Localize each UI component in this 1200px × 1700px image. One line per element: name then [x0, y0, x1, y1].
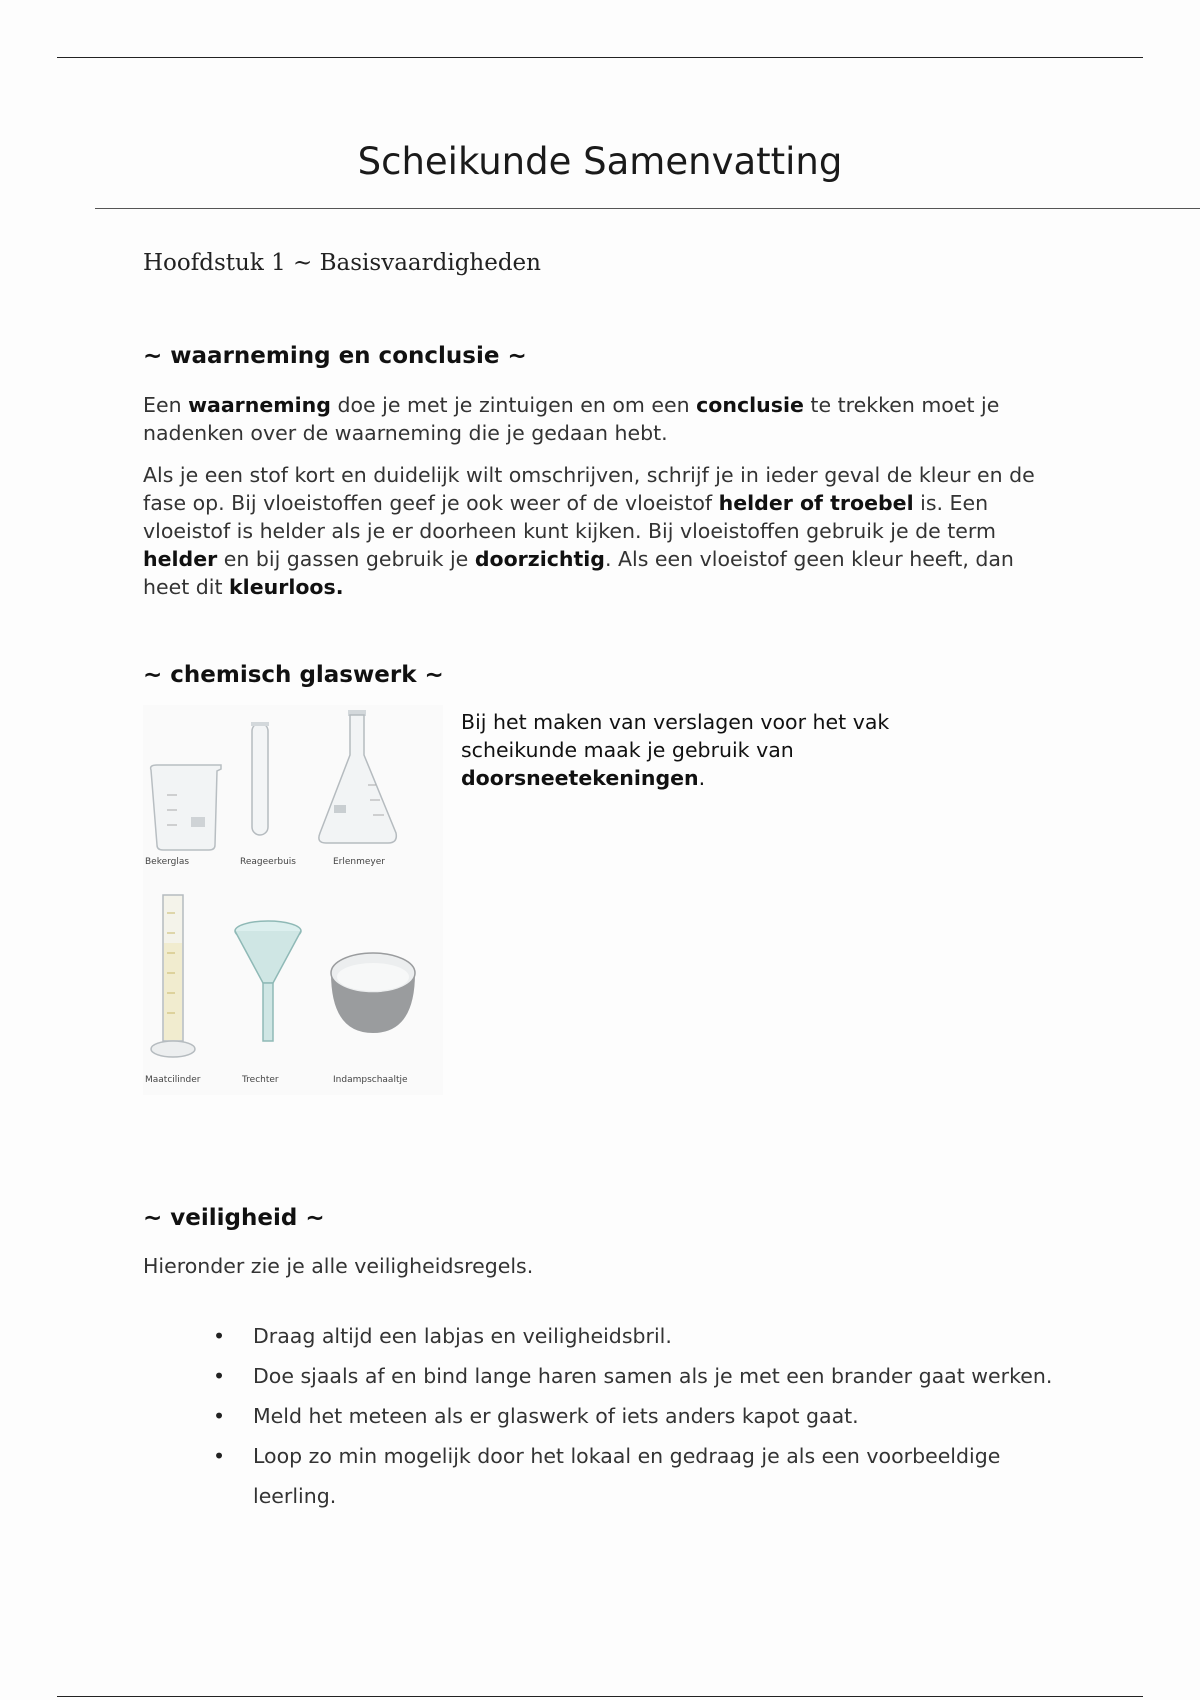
footer-rule [57, 1696, 1143, 1697]
section-heading-waarneming: ~ waarneming en conclusie ~ [143, 343, 527, 369]
page-title: Scheikunde Samenvatting [357, 140, 843, 183]
erlenmeyer-image [318, 705, 413, 855]
paragraph-stof-omschrijven: Als je een stof kort en duidelijk wilt omschrijven, schrijf je in ieder geval de kleur en de fase op. Bij vloeistoffen geef je ook weer of de vloeistof helder of troebel is. Een vloeistof is helder als je er doorheen kunt kijken. Bij vloeistoffen gebruik je de term helder en bij gassen gebruik je doorzichtig. Als een vloeistof geen kleur heeft, dan heet dit kleurloos. [143, 463, 1035, 599]
list-item: • Doe sjaals af en bind lange haren samen als je met een brander gaat werken. [210, 1356, 1060, 1396]
safety-intro: Hieronder zie je alle veiligheidsregels. [143, 1254, 534, 1278]
list-item: • Meld het meteen als er glaswerk of iets anders kapot gaat. [210, 1396, 1060, 1436]
list-item: • Loop zo min mogelijk door het lokaal en gedraag je als een voorbeeldige leerling. [210, 1436, 1060, 1516]
glassware-label: Bekerglas [145, 857, 190, 867]
funnel-image [223, 893, 318, 1063]
section-heading-glaswerk: ~ chemisch glaswerk ~ [143, 662, 444, 688]
beaker-image [143, 705, 238, 855]
section-heading-veiligheid: ~ veiligheid ~ [143, 1205, 325, 1231]
glassware-label: Reageerbuis [240, 857, 296, 867]
list-item: • Draag altijd een labjas en veiligheidsbril. [210, 1316, 1060, 1356]
safety-rules-list [210, 1316, 1060, 1516]
title-underline [95, 208, 1200, 209]
glassware-label: Erlenmeyer [333, 857, 385, 867]
glassware-illustration [143, 705, 443, 1095]
glassware-label: Maatcilinder [145, 1075, 201, 1085]
glassware-label: Trechter [242, 1075, 279, 1085]
header-rule [57, 57, 1143, 58]
evaporating-dish-image [323, 893, 418, 1063]
glassware-description: Bij het maken van verslagen voor het vak scheikunde maak je gebruik van doorsneetekeningen. [461, 710, 890, 790]
glassware-label: Indampschaaltje [333, 1075, 408, 1085]
paragraph-waarneming: Een waarneming doe je met je zintuigen en om een conclusie te trekken moet je nadenken over de waarneming die je gedaan hebt. [143, 393, 1000, 445]
chapter-heading: Hoofdstuk 1 ~ Basisvaardigheden [143, 250, 541, 276]
